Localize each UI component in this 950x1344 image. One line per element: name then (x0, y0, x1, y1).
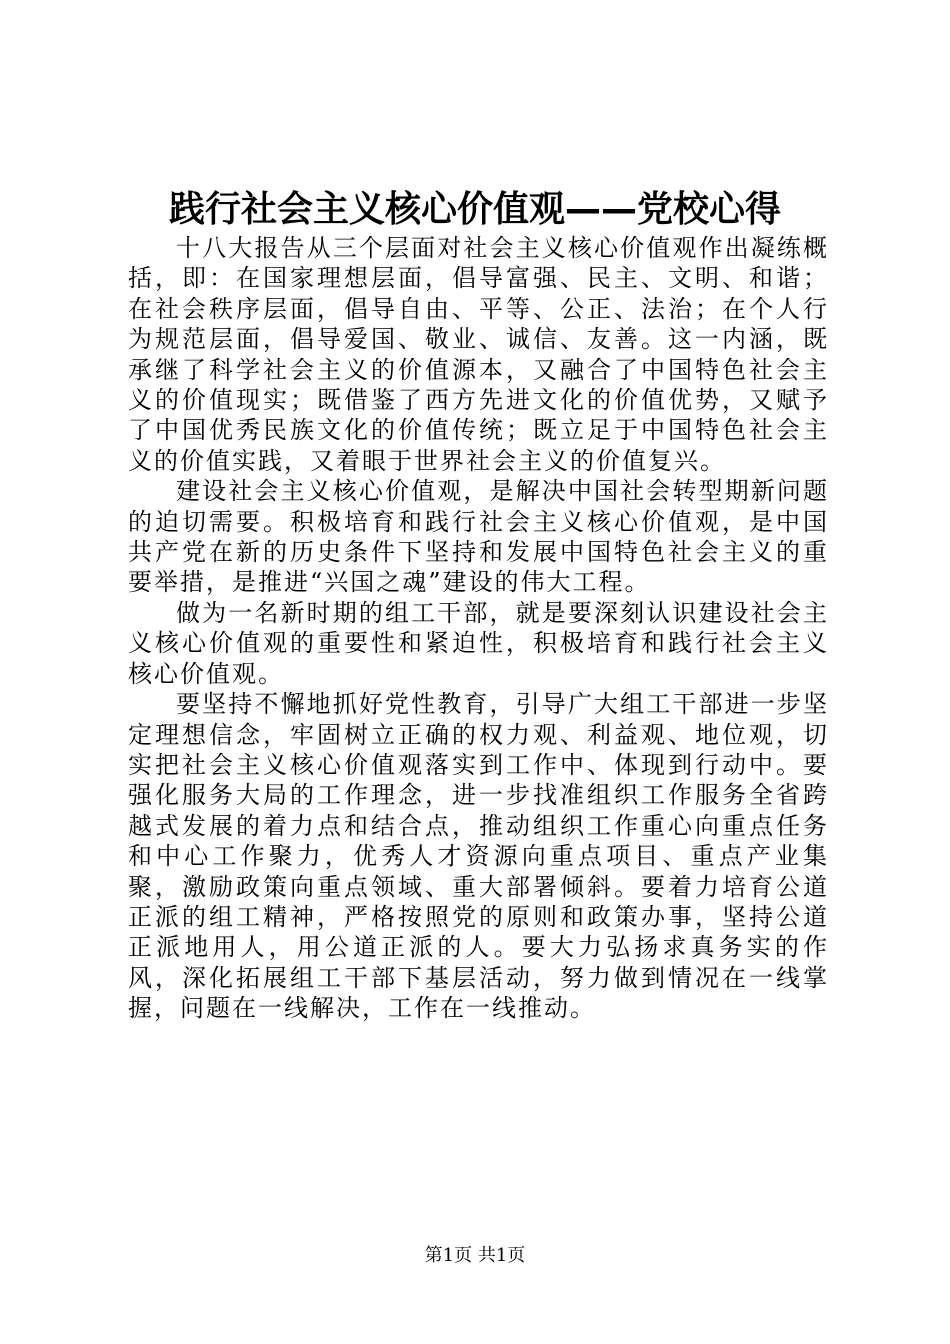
document-title: 践行社会主义核心价值观——党校心得 (168, 189, 781, 230)
body-paragraph-2: 建设社会主义核心价值观，是解决中国社会转型期新问题的迫切需要。积极培育和践行社会主义核心价值观，是中国共产党在新的历史条件下坚持和发展中国特色社会主义的重要举措，是推进“兴国之魂”建设的伟大工程。 (128, 477, 829, 597)
body-paragraph-1: 十八大报告从三个层面对社会主义核心价值观作出凝练概括，即：在国家理想层面，倡导富强、民主、文明、和谐；在社会秩序层面，倡导自由、平等、公正、法治；在个人行为规范层面，倡导爱国、敬业、诚信、友善。这一内涵，既承继了科学社会主义的价值源本，又融合了中国特色社会主义的价值现实；既借鉴了西方先进文化的价值优势，又赋予了中国优秀民族文化的价值传统；既立足于中国特色社会主义的价值实践，又着眼于世界社会主义的价值复兴。 (128, 234, 829, 475)
page-number-footer: 第1页 共1页 (424, 1245, 526, 1266)
body-paragraph-4: 要坚持不懈地抓好党性教育，引导广大组工干部进一步坚定理想信念，牢固树立正确的权力观、利益观、地位观，切实把社会主义核心价值观落实到工作中、体现到行动中。要强化服务大局的工作理念，进一步找准组织工作服务全省跨越式发展的着力点和结合点，推动组织工作重心向重点任务和中心工作聚力，优秀人才资源向重点项目、重点产业集聚，激励政策向重点领域、重大部署倾斜。要着力培育公道正派的组工精神，严格按照党的原则和政策办事，坚持公道正派地用人，用公道正派的人。要大力弘扬求真务实的作风，深化拓展组工干部下基层活动，努力做到情况在一线掌握，问题在一线解决，工作在一线推动。 (128, 690, 829, 1023)
document-body (128, 233, 829, 1024)
body-paragraph-3: 做为一名新时期的组工干部，就是要深刻认识建设社会主义核心价值观的重要性和紧迫性，积极培育和践行社会主义核心价值观。 (128, 598, 829, 688)
